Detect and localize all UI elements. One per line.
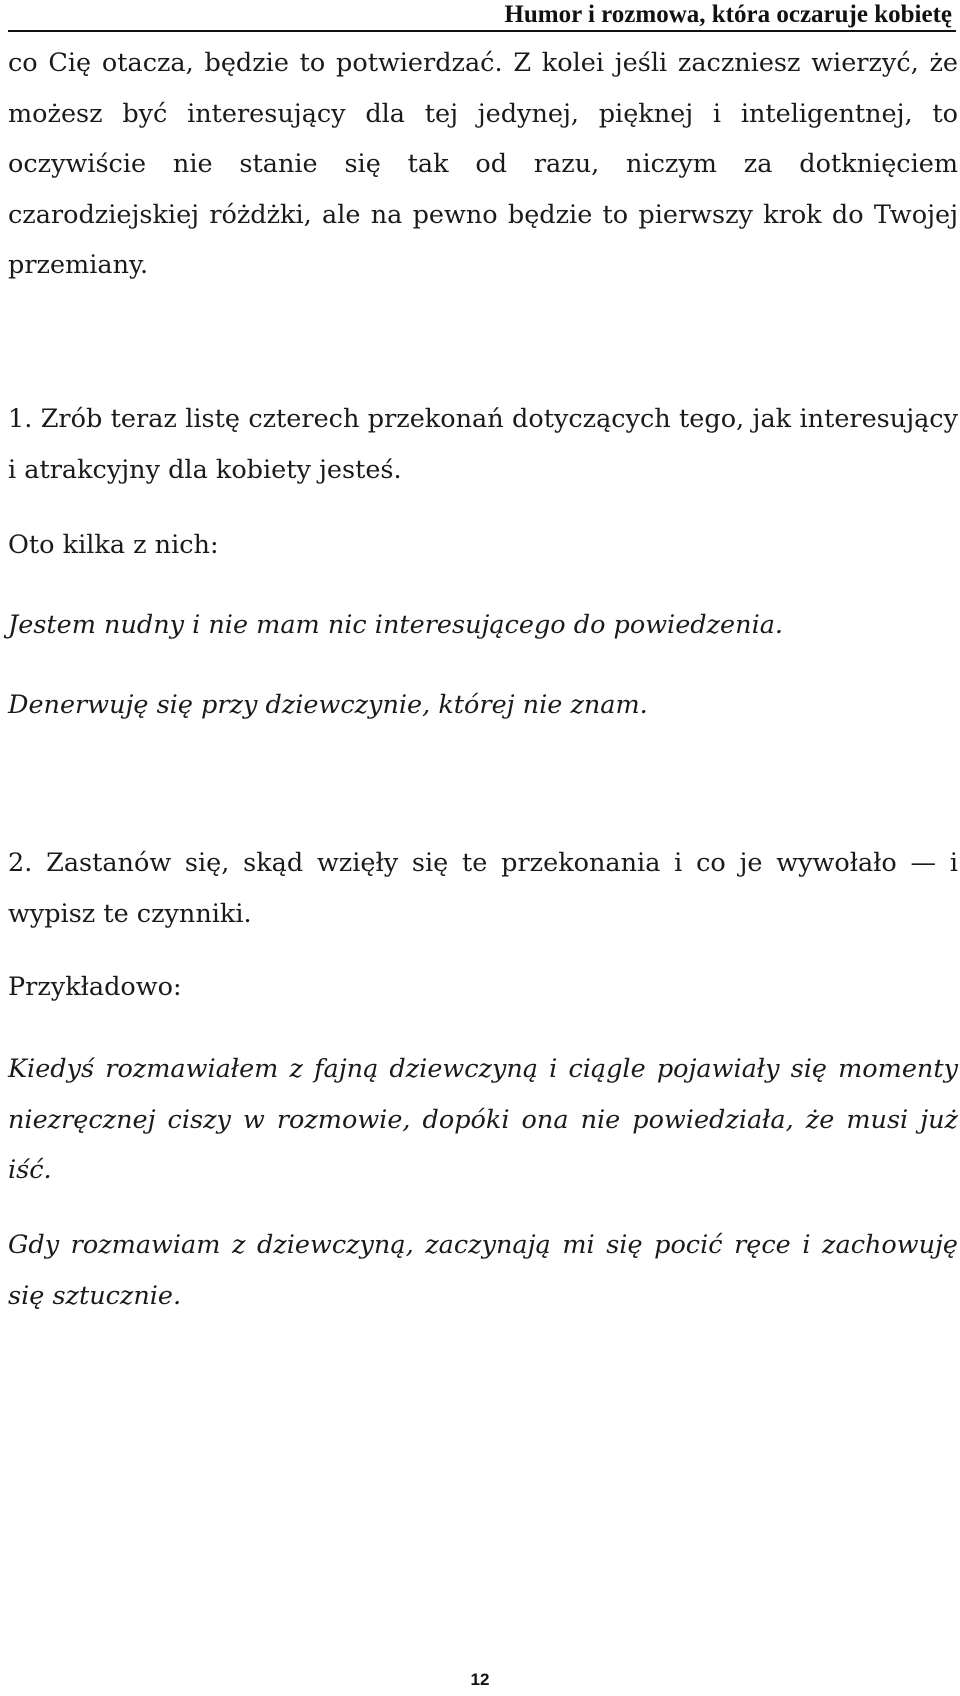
examples-intro: Oto kilka z nich: [8,530,219,560]
example-belief-1: Jestem nudny i nie mam nic interesującego do powiedzenia. [8,610,784,640]
example-belief-2: Denerwuję się przy dziewczynie, której nie znam. [8,690,648,720]
step-2-instruction: 2. Zastanów się, skąd wzięły się te przekonania i co je wywołało — i wypisz te czynniki. [8,848,958,929]
examples-intro-2: Przykładowo: [8,972,182,1002]
page-number: 12 [470,1670,490,1689]
example-cause-2: Gdy rozmawiam z dziewczyną, zaczynają mi się pocić ręce i zachowuję się sztucznie. [8,1230,958,1311]
paragraph-continuation: co Cię otacza, będzie to potwierdzać. Z kolei jeśli zaczniesz wierzyć, że możesz być interesujący dla tej jedynej, pięknej i inteligentnej, to oczywiście nie stanie się tak od razu, niczym za dotknięciem czarodziejskiej różdżki, ale na pewno będzie to pierwszy krok do Twojej przemiany. [8,48,958,280]
running-header: Humor i rozmowa, która oczaruje kobietę [8,0,956,32]
step-1-instruction: 1. Zrób teraz listę czterech przekonań dotyczących tego, jak interesujący i atrakcyjny dla kobiety jesteś. [8,404,958,485]
example-cause-1: Kiedyś rozmawiałem z fajną dziewczyną i ciągle pojawiały się momenty niezręcznej ciszy w rozmowie, dopóki ona nie powiedziała, że musi już iść. [8,1054,958,1185]
